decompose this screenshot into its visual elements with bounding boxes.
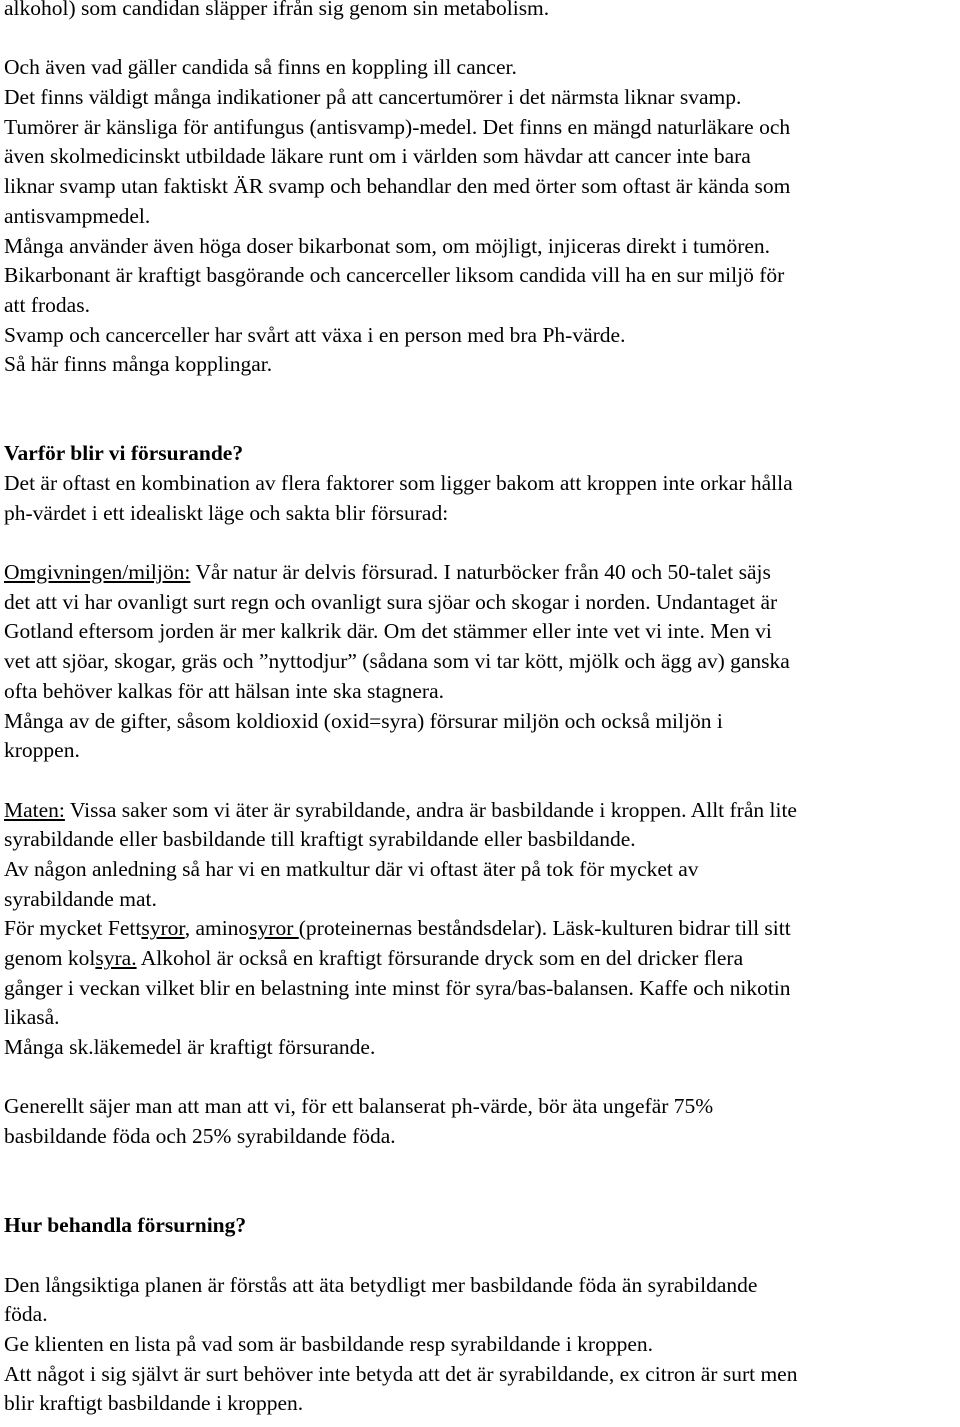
text-line: föda. <box>4 1302 48 1327</box>
blank-line <box>4 24 956 54</box>
food-paragraph-line <box>4 796 956 826</box>
text-line: likaså. <box>4 1005 60 1030</box>
text-span: Vissa saker som vi äter är syrabildande, andra är basbildande i kroppen. Allt från lite <box>64 797 797 822</box>
text-line: vet att sjöar, skogar, gräs och ”nyttodjur” (sådana som vi tar kött, mjölk och ägg av) ganska <box>4 649 790 674</box>
section-heading-acidification: Varför blir vi försurande? <box>4 441 244 466</box>
text-line-carbonic <box>4 944 956 974</box>
text-line: Ge klienten en lista på vad som är basbildande resp syrabildande i kroppen. <box>4 1331 653 1356</box>
blank-line <box>4 380 956 439</box>
underlined-word: syra. <box>95 946 137 971</box>
document-body <box>4 0 956 1419</box>
text-line: ofta behöver kalkas för att hälsan inte ska stagnera. <box>4 678 444 703</box>
text-line: att frodas. <box>4 292 90 317</box>
text-span: , amino <box>184 916 250 941</box>
text-line: gånger i veckan vilket blir en belastning inte minst för syra/bas-balansen. Kaffe och nikotin <box>4 975 791 1000</box>
text-line: syrabildande mat. <box>4 886 157 911</box>
text-line: Det finns väldigt många indikationer på att cancertumörer i det närmsta liknar svamp. <box>4 85 742 110</box>
text-line: liknar svamp utan faktiskt ÄR svamp och behandlar den med örter som oftast är kända som <box>4 174 791 199</box>
text-line: basbildande föda och 25% syrabildande föda. <box>4 1124 396 1149</box>
text-line: antisvampmedel. <box>4 203 151 228</box>
blank-line <box>4 766 956 796</box>
text-line: syrabildande eller basbildande till kraftigt syrabildande eller basbildande. <box>4 827 636 852</box>
text-line: Att något i sig självt är surt behöver inte betyda att det är syrabildande, ex citron är surt men <box>4 1361 798 1386</box>
environment-label: Omgivningen/miljön: <box>4 560 191 585</box>
food-label: Maten: <box>4 797 65 822</box>
text-line: Så här finns många kopplingar. <box>4 352 273 377</box>
text-span: (proteinernas beståndsdelar). Läsk-kulturen bidrar till sitt <box>298 916 791 941</box>
text-line: Gotland eftersom jorden är mer kalkrik där. Om det stämmer eller inte vet vi inte. Men vi <box>4 619 772 644</box>
text-line-acids <box>4 914 956 944</box>
text-line: Och även vad gäller candida så finns en koppling ill cancer. <box>4 55 517 80</box>
underlined-word: syror <box>249 916 299 941</box>
text-span: Vår natur är delvis försurad. I naturböcker från 40 och 50-talet säjs <box>190 560 771 585</box>
environment-paragraph-line <box>4 558 956 588</box>
text-span: För mycket Fett <box>4 916 142 941</box>
text-line: Generellt säjer man att man att vi, för ett balanserat ph-värde, bör äta ungefär 75% <box>4 1094 714 1119</box>
text-line: även skolmedicinskt utbildade läkare runt om i världen som hävdar att cancer inte bara <box>4 144 751 169</box>
text-span: Alkohol är också en kraftigt försurande dryck som en del dricker flera <box>136 946 744 971</box>
blank-line <box>4 1152 956 1211</box>
text-line: Tumörer är känsliga för antifungus (antisvamp)-medel. Det finns en mängd naturläkare och <box>4 114 791 139</box>
text-line: Det är oftast en kombination av flera faktorer som ligger bakom att kroppen inte orkar hålla <box>4 471 793 496</box>
text-line: Bikarbonant är kraftigt basgörande och cancerceller liksom candida vill ha en sur miljö för <box>4 263 785 288</box>
text-line: Många sk.läkemedel är kraftigt försurande. <box>4 1035 376 1060</box>
text-line: det att vi har ovanligt surt regn och ovanligt sura sjöar och skogar i norden. Undantaget är <box>4 589 778 614</box>
section-heading-treatment: Hur behandla försurning? <box>4 1213 247 1238</box>
blank-line <box>4 528 956 558</box>
text-line: alkohol) som candidan släpper ifrån sig genom sin metabolism. <box>4 0 550 20</box>
underlined-word: syror <box>141 916 185 941</box>
text-line: Svamp och cancerceller har svårt att växa i en person med bra Ph-värde. <box>4 322 626 347</box>
text-line: ph-värdet i ett idealiskt läge och sakta blir försurad: <box>4 500 449 525</box>
blank-line <box>4 1241 956 1271</box>
text-line: blir kraftigt basbildande i kroppen. <box>4 1391 304 1416</box>
text-line: kroppen. <box>4 738 80 763</box>
blank-line <box>4 1063 956 1093</box>
text-line: Av någon anledning så har vi en matkultur där vi oftast äter på tok för mycket av <box>4 856 699 881</box>
text-line: Den långsiktiga planen är förstås att äta betydligt mer basbildande föda än syrabildande <box>4 1272 758 1297</box>
text-line: Många använder även höga doser bikarbonat som, om möjligt, injiceras direkt i tumören. <box>4 233 771 258</box>
text-span: genom kol <box>4 946 96 971</box>
text-line: Många av de gifter, såsom koldioxid (oxid=syra) försurar miljön och också miljön i <box>4 708 723 733</box>
